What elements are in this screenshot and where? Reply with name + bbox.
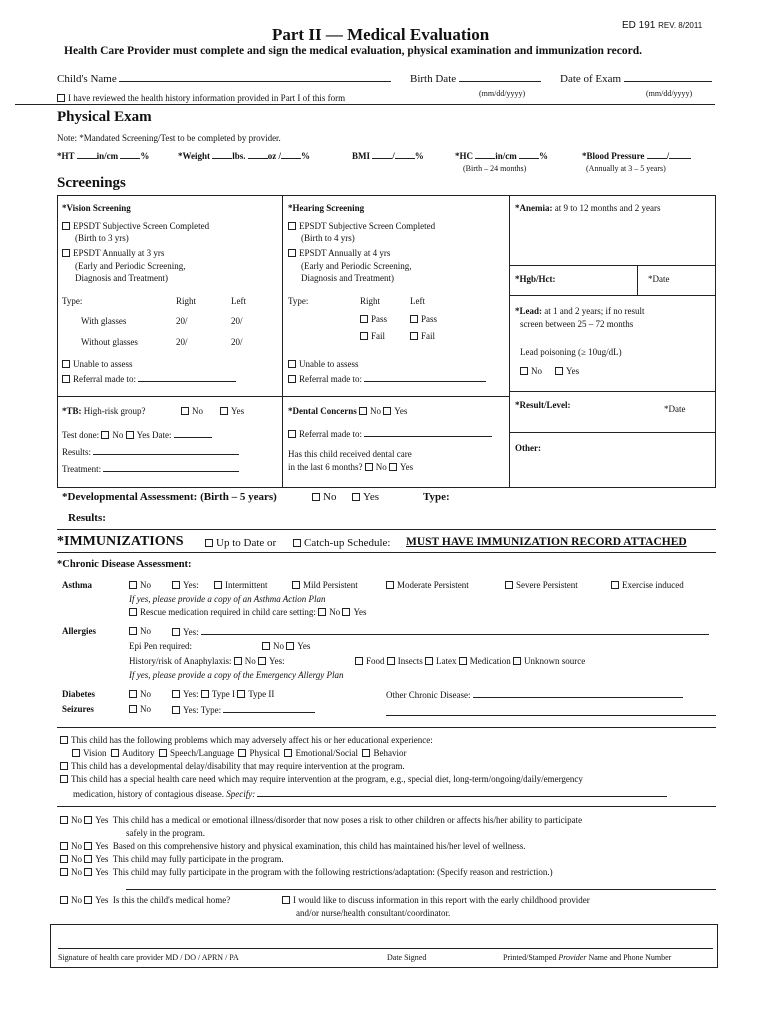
history-reviewed-checkbox[interactable]: I have reviewed the health history information provided in Part I of this form: [57, 93, 345, 103]
chronic-heading: *Chronic Disease Assessment:: [57, 559, 192, 570]
checkbox-icon[interactable]: [126, 431, 134, 439]
allergies-label: Allergies: [62, 626, 96, 636]
tb-test-done[interactable]: Test done: No Yes Date:: [62, 429, 212, 440]
discuss-report-checkbox[interactable]: I would like to discuss information in this report with the early childhood provider: [282, 895, 590, 905]
hearing-left-fail[interactable]: Fail: [410, 331, 435, 341]
checkbox-icon[interactable]: [284, 749, 292, 757]
hearing-epsdt-subjective[interactable]: EPSDT Subjective Screen Completed: [288, 221, 435, 231]
mandated-note: Note: *Mandated Screening/Test to be completed by provider.: [57, 133, 281, 143]
checkbox-icon[interactable]: [360, 315, 368, 323]
checkbox-icon[interactable]: [288, 222, 296, 230]
screenings-grid: [57, 195, 716, 488]
immunization-catch-up[interactable]: Catch-up Schedule:: [293, 537, 390, 549]
dev-no[interactable]: No: [312, 491, 336, 503]
immunization-up-to-date[interactable]: Up to Date or: [205, 537, 276, 549]
checkbox-icon[interactable]: [60, 868, 68, 876]
vision-unable[interactable]: Unable to assess: [62, 359, 133, 369]
child-name-label: Child's Name: [57, 73, 391, 85]
asthma-yes[interactable]: Yes:: [172, 580, 199, 590]
checkbox-icon[interactable]: [352, 493, 360, 501]
diabetes-no[interactable]: No: [129, 689, 151, 699]
checkbox-icon[interactable]: [318, 608, 326, 616]
asthma-severe[interactable]: Severe Persistent: [505, 580, 578, 590]
checkbox-icon[interactable]: [288, 360, 296, 368]
checkbox-icon[interactable]: [62, 375, 70, 383]
checkbox-icon[interactable]: [129, 690, 137, 698]
checkbox-icon[interactable]: [84, 868, 92, 876]
checkbox-icon[interactable]: [172, 581, 180, 589]
special-need-checkbox[interactable]: This child has a special health care need which may require intervention at the program, e.g., special diet, long-term/ongoing/daily/emergency: [60, 774, 583, 784]
hgb-hct-label: *Hgb/Hct:: [515, 274, 556, 284]
hearing-type-label: Type:: [288, 296, 309, 306]
checkbox-icon[interactable]: [292, 581, 300, 589]
lead-yes[interactable]: Yes: [555, 366, 579, 376]
developmental-delay-checkbox[interactable]: This child has a developmental delay/disability that may require intervention at the program.: [60, 761, 405, 771]
developmental-label: *Developmental Assessment: (Birth – 5 years): [62, 491, 277, 503]
hearing-title: *Hearing Screening: [288, 203, 365, 213]
diabetes-yes[interactable]: Yes: Type I Type II: [172, 689, 274, 699]
checkbox-icon[interactable]: [72, 749, 80, 757]
seizures-no[interactable]: No: [129, 704, 151, 714]
hearing-referral[interactable]: Referral made to:: [288, 373, 486, 384]
checkbox-icon[interactable]: [60, 816, 68, 824]
form-code: ED 191 REV. 8/2011: [622, 20, 703, 31]
checkbox-icon[interactable]: [84, 816, 92, 824]
page-subtitle: Health Care Provider must complete and sign the medical evaluation, physical examination and immunization record.: [64, 45, 642, 57]
checkbox-icon[interactable]: [410, 332, 418, 340]
vision-with-left[interactable]: 20/: [231, 316, 243, 326]
vision-type-label: Type:: [62, 296, 83, 306]
vision-with-glasses: With glasses: [81, 316, 127, 326]
checkbox-icon[interactable]: [425, 657, 433, 665]
vision-without-left[interactable]: 20/: [231, 337, 243, 347]
checkbox-icon[interactable]: [84, 842, 92, 850]
checkbox-icon[interactable]: [312, 493, 320, 501]
anemia-title: *Anemia: at 9 to 12 months and 2 years: [515, 203, 661, 213]
hearing-opt1-range: (Birth to 4 yrs): [301, 233, 355, 243]
hearing-opt2-note2: Diagnosis and Treatment): [301, 273, 394, 283]
lead-date-label: *Date: [664, 404, 686, 414]
checkbox-icon[interactable]: [282, 896, 290, 904]
statement-risk-cont: safely in the program.: [126, 828, 205, 838]
checkbox-icon[interactable]: [60, 736, 68, 744]
checkbox-icon[interactable]: [386, 581, 394, 589]
birth-date-format: (mm/dd/yyyy): [479, 89, 526, 98]
checkbox-icon[interactable]: [459, 657, 467, 665]
exam-date-format: (mm/dd/yyyy): [646, 89, 693, 98]
checkbox-icon[interactable]: [293, 539, 301, 547]
asthma-moderate[interactable]: Moderate Persistent: [386, 580, 469, 590]
checkbox-icon[interactable]: [288, 430, 296, 438]
checkbox-icon[interactable]: [220, 407, 228, 415]
checkbox-icon[interactable]: [159, 749, 167, 757]
vision-opt2-note: (Early and Periodic Screening,: [75, 261, 186, 271]
anaphylaxis-sources[interactable]: Food Insects Latex Medication Unknown source: [355, 656, 585, 666]
asthma-mild[interactable]: Mild Persistent: [292, 580, 358, 590]
birth-date-label: Birth Date: [410, 73, 541, 85]
lead-line2: screen between 25 – 72 months: [520, 319, 634, 329]
asthma-no[interactable]: No: [129, 580, 151, 590]
other-label: Other:: [515, 443, 541, 453]
vision-left-label: Left: [231, 296, 246, 306]
physical-exam-heading: Physical Exam: [57, 109, 152, 125]
checkbox-icon[interactable]: [57, 94, 65, 102]
anemia-date-label: *Date: [648, 274, 670, 284]
hearing-right-fail[interactable]: Fail: [360, 331, 385, 341]
checkbox-icon[interactable]: [172, 628, 180, 636]
checkbox-icon[interactable]: [238, 749, 246, 757]
vision-without-glasses: Without glasses: [81, 337, 138, 347]
checkbox-icon[interactable]: [60, 896, 68, 904]
checkbox-icon[interactable]: [513, 657, 521, 665]
hearing-opt2-note: (Early and Periodic Screening,: [301, 261, 412, 271]
vision-referral[interactable]: Referral made to:: [62, 373, 236, 384]
lead-title: *Lead: at 1 and 2 years; if no result: [515, 306, 645, 316]
allergies-no[interactable]: No: [129, 626, 151, 636]
statement-participate[interactable]: No Yes This child may fully participate in the program.: [60, 854, 284, 864]
statement-wellness[interactable]: No Yes Based on this comprehensive history and physical examination, this child has maintained his/her level of wellness.: [60, 841, 526, 851]
hearing-right-label: Right: [360, 296, 381, 306]
checkbox-icon[interactable]: [237, 690, 245, 698]
signature-label: Signature of health care provider MD / DO / APRN / PA: [58, 953, 239, 962]
checkbox-icon[interactable]: [111, 749, 119, 757]
checkbox-icon[interactable]: [60, 855, 68, 863]
checkbox-icon[interactable]: [205, 539, 213, 547]
diabetes-label: Diabetes: [62, 689, 95, 699]
asthma-exercise[interactable]: Exercise induced: [611, 580, 684, 590]
exam-date-label: Date of Exam: [560, 73, 712, 85]
vision-right-label: Right: [176, 296, 197, 306]
checkbox-icon[interactable]: [60, 842, 68, 850]
anaphylaxis-row[interactable]: History/risk of Anaphylaxis: No Yes:: [129, 656, 285, 666]
vision-with-right[interactable]: 20/: [176, 316, 188, 326]
hearing-left-pass[interactable]: Pass: [410, 314, 437, 324]
tb-yes[interactable]: Yes: [220, 406, 244, 416]
seizures-yes[interactable]: Yes: Type:: [172, 704, 315, 715]
height-field[interactable]: *HT in/cm %: [57, 151, 150, 161]
vision-without-right[interactable]: 20/: [176, 337, 188, 347]
checkbox-icon[interactable]: [342, 608, 350, 616]
tb-treatment[interactable]: Treatment:: [62, 463, 239, 474]
dental-concerns[interactable]: *Dental Concerns No Yes: [288, 406, 408, 416]
checkbox-icon[interactable]: [262, 642, 270, 650]
checkbox-icon[interactable]: [365, 463, 373, 471]
checkbox-icon[interactable]: [410, 315, 418, 323]
checkbox-icon[interactable]: [62, 222, 70, 230]
checkbox-icon[interactable]: [181, 407, 189, 415]
immunization-record-notice: MUST HAVE IMMUNIZATION RECORD ATTACHED: [406, 536, 687, 548]
hearing-right-pass[interactable]: Pass: [360, 314, 387, 324]
bmi-field[interactable]: BMI / %: [352, 151, 424, 161]
checkbox-icon[interactable]: [214, 581, 222, 589]
dev-results-label: Results:: [68, 512, 106, 524]
allergies-yes[interactable]: Yes:: [172, 626, 709, 637]
checkbox-icon[interactable]: [288, 249, 296, 257]
date-signed-label: Date Signed: [387, 953, 427, 962]
checkbox-icon[interactable]: [172, 706, 180, 714]
checkbox-icon[interactable]: [84, 855, 92, 863]
bp-note: (Annually at 3 – 5 years): [586, 164, 666, 173]
vision-epsdt-annual[interactable]: EPSDT Annually at 3 yrs: [62, 248, 164, 258]
blood-pressure-field[interactable]: *Blood Pressure /: [582, 150, 691, 161]
epi-pen-options[interactable]: No Yes: [262, 641, 310, 651]
head-circumference-field[interactable]: *HC in/cm %: [455, 151, 548, 161]
checkbox-icon[interactable]: [611, 581, 619, 589]
checkbox-icon[interactable]: [555, 367, 563, 375]
vision-opt2-note2: Diagnosis and Treatment): [75, 273, 168, 283]
rescue-medication[interactable]: Rescue medication required in child care setting: No Yes: [129, 607, 367, 617]
page-title: Part II — Medical Evaluation: [272, 25, 490, 44]
hearing-left-label: Left: [410, 296, 425, 306]
hearing-epsdt-annual[interactable]: EPSDT Annually at 4 yrs: [288, 248, 390, 258]
printed-name-label: Printed/Stamped Provider Name and Phone Number: [503, 953, 672, 962]
checkbox-icon[interactable]: [359, 407, 367, 415]
checkbox-icon[interactable]: [234, 657, 242, 665]
dental-referral[interactable]: Referral made to:: [288, 428, 492, 439]
screenings-heading: Screenings: [57, 175, 126, 191]
checkbox-icon[interactable]: [60, 762, 68, 770]
checkbox-icon[interactable]: [387, 657, 395, 665]
dev-type-label: Type:: [423, 491, 450, 503]
checkbox-icon[interactable]: [129, 705, 137, 713]
problems-checkbox[interactable]: This child has the following problems which may adversely affect his or her educational experience:: [60, 735, 433, 745]
checkbox-icon[interactable]: [505, 581, 513, 589]
problem-types[interactable]: Vision Auditory Speech/Language Physical Emotional/Social Behavior: [72, 748, 406, 758]
epi-pen-label: Epi Pen required:: [129, 641, 192, 651]
vision-epsdt-subjective[interactable]: EPSDT Subjective Screen Completed: [62, 221, 209, 231]
allergy-plan-note: If yes, please provide a copy of the Emergency Allergy Plan: [129, 670, 344, 680]
checkbox-icon[interactable]: [60, 775, 68, 783]
hc-note: (Birth – 24 months): [463, 164, 527, 173]
statement-medical-home[interactable]: No Yes Is this the child's medical home?: [60, 895, 230, 905]
asthma-plan-note: If yes, please provide a copy of an Asthma Action Plan: [129, 594, 326, 604]
tb-question: *TB: High-risk group?: [62, 406, 146, 416]
dental-care-question: Has this child received dental care: [288, 449, 412, 459]
lead-no[interactable]: No: [520, 366, 542, 376]
checkbox-icon[interactable]: [84, 896, 92, 904]
checkbox-icon[interactable]: [288, 375, 296, 383]
checkbox-icon[interactable]: [62, 360, 70, 368]
checkbox-icon[interactable]: [129, 581, 137, 589]
discuss-report-cont: and/or nurse/health consultant/coordinator.: [296, 908, 451, 918]
immunizations-heading: *IMMUNIZATIONS: [57, 534, 184, 549]
hearing-unable[interactable]: Unable to assess: [288, 359, 359, 369]
asthma-label: Asthma: [62, 580, 93, 590]
seizures-label: Seizures: [62, 704, 94, 714]
weight-field[interactable]: *Weight lbs. oz / %: [178, 151, 311, 161]
checkbox-icon[interactable]: [258, 657, 266, 665]
checkbox-icon[interactable]: [360, 332, 368, 340]
dental-care-answer[interactable]: in the last 6 months? No Yes: [288, 462, 414, 472]
dev-yes[interactable]: Yes: [352, 491, 379, 503]
checkbox-icon[interactable]: [362, 749, 370, 757]
checkbox-icon[interactable]: [129, 627, 137, 635]
checkbox-icon[interactable]: [355, 657, 363, 665]
lead-poison-label: Lead poisoning (≥ 10ug/dL): [520, 347, 622, 357]
checkbox-icon[interactable]: [172, 690, 180, 698]
other-chronic-disease[interactable]: Other Chronic Disease:: [386, 689, 683, 700]
asthma-intermittent[interactable]: Intermittent: [214, 580, 268, 590]
checkbox-icon[interactable]: [383, 407, 391, 415]
checkbox-icon[interactable]: [201, 690, 209, 698]
tb-results[interactable]: Results:: [62, 446, 239, 457]
lead-result-label: *Result/Level:: [515, 400, 571, 410]
vision-opt1-range: (Birth to 3 yrs): [75, 233, 129, 243]
statement-risk[interactable]: No Yes This child has a medical or emotional illness/disorder that now poses a risk to other children or affects his/her ability to participate: [60, 815, 582, 825]
checkbox-icon[interactable]: [101, 431, 109, 439]
vision-title: *Vision Screening: [62, 203, 131, 213]
special-need-specify[interactable]: medication, history of contagious disease. Specify:: [73, 788, 667, 799]
checkbox-icon[interactable]: [129, 608, 137, 616]
checkbox-icon[interactable]: [286, 642, 294, 650]
statement-restrictions[interactable]: No Yes This child may fully participate in the program with the following restrictions/adaptation: (Specify reason and restriction.): [60, 867, 553, 877]
checkbox-icon[interactable]: [389, 463, 397, 471]
checkbox-icon[interactable]: [520, 367, 528, 375]
tb-no[interactable]: No: [181, 406, 203, 416]
checkbox-icon[interactable]: [62, 249, 70, 257]
